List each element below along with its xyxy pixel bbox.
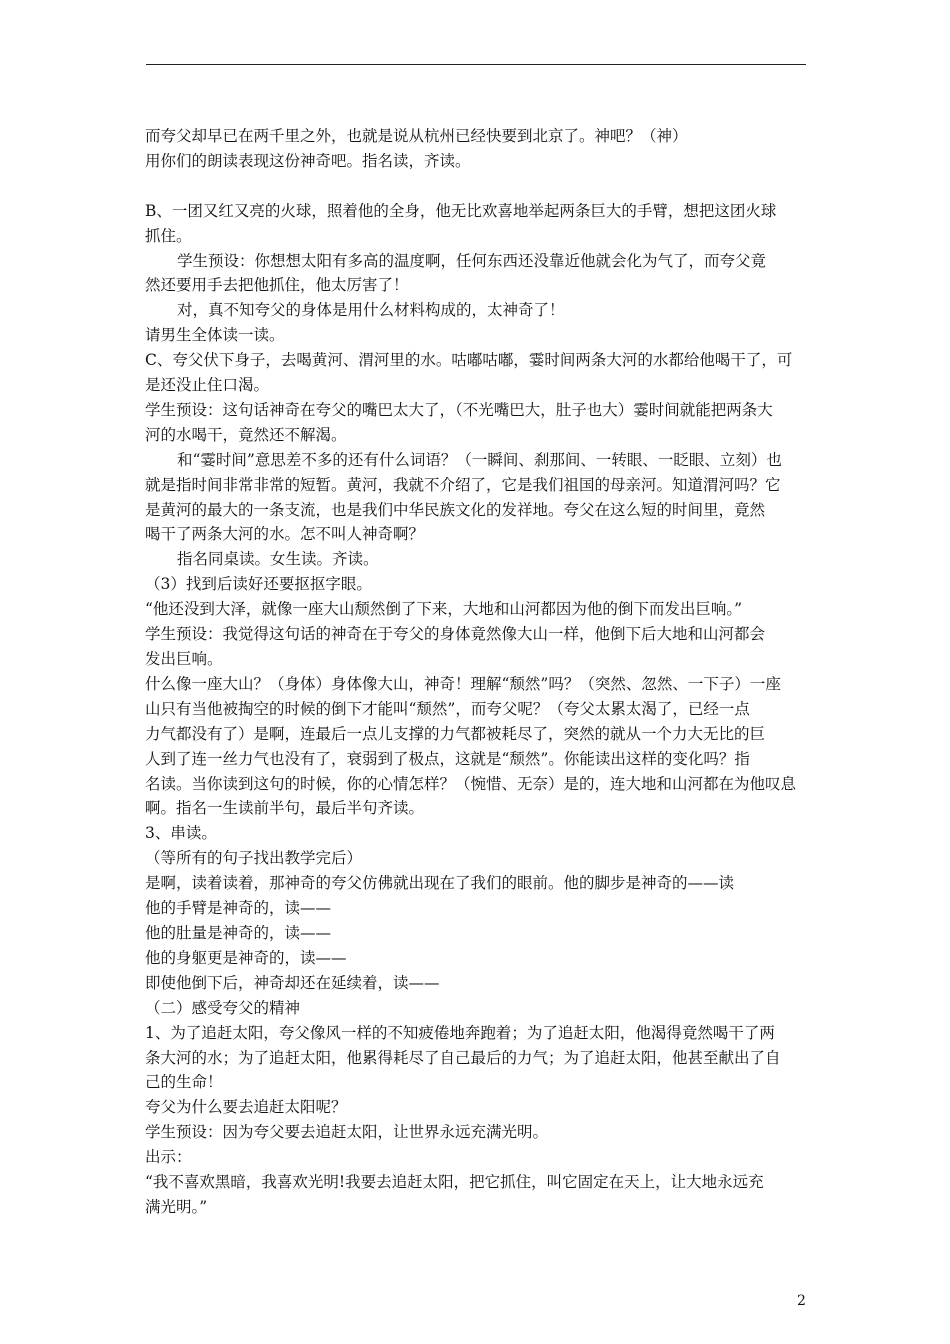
text-line: “我不喜欢黑暗，我喜欢光明!我要去追赶太阳，把它抓住，叫它固定在天上，让大地永远充 bbox=[145, 1173, 764, 1192]
section-heading: （二）感受夸父的精神 bbox=[145, 998, 301, 1017]
header-rule bbox=[146, 64, 806, 65]
text-line: 1、为了追赶太阳，夸父像风一样的不知疲倦地奔跑着；为了追赶太阳，他渴得竟然喝干了两 bbox=[145, 1023, 775, 1042]
page-number: 2 bbox=[797, 1293, 806, 1309]
text-line: 夸父为什么要去追赶太阳呢？ bbox=[145, 1098, 347, 1117]
text-line: 己的生命！ bbox=[145, 1073, 223, 1092]
text-line: 山只有当他被掏空的时候的倒下才能叫“颓然”，而夸父呢？（夸父太累太渴了，已经一点 bbox=[145, 699, 750, 718]
text-line: 人到了连一丝力气也没有了，衰弱到了极点，这就是“颓然”。你能读出这样的变化吗？指 bbox=[145, 749, 750, 768]
text-line: 什么像一座大山？（身体）身体像大山，神奇！理解“颓然”吗？（突然、忽然、一下子）一座 bbox=[145, 674, 781, 693]
text-line: 是啊，读着读着，那神奇的夸父仿佛就出现在了我们的眼前。他的脚步是神奇的——读 bbox=[145, 874, 735, 893]
text-line: 学生预设：你想想太阳有多高的温度啊，任何东西还没靠近他就会化为气了，而夸父竟 bbox=[177, 251, 767, 270]
text-line: 喝干了两条大河的水。怎不叫人神奇啊？ bbox=[145, 525, 425, 544]
text-line: 发出巨响。 bbox=[145, 650, 223, 669]
body-text bbox=[145, 124, 807, 1220]
text-line: 出示： bbox=[145, 1148, 192, 1167]
text-line: 名读。当你读到这句的时候，你的心情怎样？（惋惜、无奈）是的，连大地和山河都在为他叹息 bbox=[145, 774, 797, 793]
text-line: 对，真不知夸父的身体是用什么材料构成的，太神奇了！ bbox=[177, 301, 565, 320]
text-line: 是黄河的最大的一条支流，也是我们中华民族文化的发祥地。夸父在这么短的时间里，竟然 bbox=[145, 500, 766, 519]
text-line: 他的手臂是神奇的，读—— bbox=[145, 899, 332, 918]
text-line: （3）找到后读好还要抠抠字眼。 bbox=[145, 575, 372, 594]
text-line: 学生预设：因为夸父要去追赶太阳，让世界永远充满光明。 bbox=[145, 1123, 549, 1142]
text-line: B、一团又红又亮的火球，照着他的全身，他无比欢喜地举起两条巨大的手臂，想把这团火球 bbox=[145, 201, 777, 220]
text-line: 学生预设：我觉得这句话的神奇在于夸父的身体竟然像大山一样，他倒下后大地和山河都会 bbox=[145, 625, 766, 644]
text-line: 条大河的水；为了追赶太阳，他累得耗尽了自己最后的力气；为了追赶太阳，他甚至献出了自 bbox=[145, 1048, 781, 1067]
text-line: 力气都没有了）是啊，连最后一点儿支撑的力气都被耗尽了，突然的就从一个力大无比的巨 bbox=[145, 724, 766, 743]
text-line: 他的肚量是神奇的，读—— bbox=[145, 923, 332, 942]
text-line: 而夸父却早已在两千里之外，也就是说从杭州已经快要到北京了。神吧？（神） bbox=[145, 127, 688, 145]
text-line: 即使他倒下后，神奇却还在延续着，读—— bbox=[145, 973, 440, 992]
text-line: 用你们的朗读表现这份神奇吧。指名读，齐读。 bbox=[145, 151, 471, 170]
text-line: 就是指时间非常非常的短暂。黄河，我就不介绍了，它是我们祖国的母亲河。知道渭河吗？它 bbox=[145, 475, 781, 494]
text-line: 啊。指名一生读前半句，最后半句齐读。 bbox=[145, 799, 425, 818]
text-line: 他的身躯更是神奇的，读—— bbox=[145, 948, 347, 967]
text-line: 抓住。 bbox=[145, 226, 192, 245]
text-line: “他还没到大泽，就像一座大山颓然倒了下来，大地和山河都因为他的倒下而发出巨响。” bbox=[145, 600, 743, 619]
text-line: 请男生全体读一读。 bbox=[145, 326, 285, 345]
text-line: C、夸父伏下身子，去喝黄河、渭河里的水。咕嘟咕嘟，霎时间两条大河的水都给他喝干了，可 bbox=[145, 351, 793, 370]
text-line: 然还要用手去把他抓住，他太厉害了！ bbox=[145, 276, 409, 295]
text-line: 学生预设：这句话神奇在夸父的嘴巴太大了，（不光嘴巴大，肚子也大）霎时间就能把两条大 bbox=[145, 400, 773, 419]
text-line: 指名同桌读。女生读。齐读。 bbox=[177, 550, 379, 569]
text-line: 是还没止住口渴。 bbox=[145, 376, 270, 395]
text-line: 3、串读。 bbox=[145, 824, 217, 843]
text-line: 和“霎时间”意思差不多的还有什么词语？（一瞬间、刹那间、一转眼、一眨眼、立刻）也 bbox=[177, 450, 782, 469]
text-line: 满光明。” bbox=[145, 1197, 208, 1216]
text-line: （等所有的句子找出教学完后） bbox=[145, 849, 363, 868]
text-line: 河的水喝干，竟然还不解渴。 bbox=[145, 425, 347, 444]
